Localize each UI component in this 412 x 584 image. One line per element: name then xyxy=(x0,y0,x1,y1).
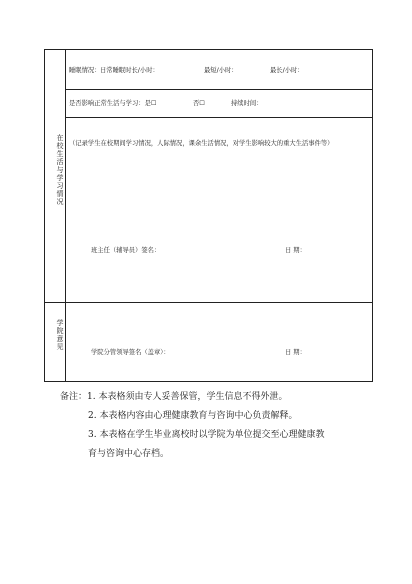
note-text-1: 1. 本表格须由专人妥善保管，学生信息不得外泄。 xyxy=(87,392,288,402)
section-label-study-life: 在校生活与学习情况 xyxy=(56,134,64,206)
student-status-form-table xyxy=(44,49,373,382)
longest-sleep-label: 最长/小时： xyxy=(270,67,304,74)
college-signature-label: 学院分管领导签名（盖章）： xyxy=(91,349,170,356)
affect-no-option[interactable]: 否☐ xyxy=(193,100,205,107)
note-item-2: 2. 本表格内容由心理健康教育与咨询中心负责解释。 xyxy=(88,411,298,421)
college-date-label: 日 期： xyxy=(285,349,306,356)
note-item-3-cont: 育与咨询中心存档。 xyxy=(88,449,170,459)
row-divider xyxy=(65,89,372,90)
notes-prefix: 备注： xyxy=(60,392,88,402)
note-item-3: 3. 本表格在学生毕业离校时以学院为单位提交至心理健康教 xyxy=(88,430,325,440)
duration-label: 持续时间： xyxy=(231,100,263,107)
counselor-date-label: 日 期： xyxy=(285,247,306,254)
affect-question: 是否影响正常生活与学习：是☐ xyxy=(69,100,157,107)
notes-section xyxy=(60,388,370,464)
row-divider xyxy=(65,117,372,118)
note-item-1 xyxy=(60,388,370,407)
shortest-sleep-label: 最短/小时： xyxy=(204,67,238,74)
record-note: （记录学生在校期间学习情况，人际情况，课余生活情况，对学生影响较大的重大生活事件等） xyxy=(69,140,334,147)
section-divider xyxy=(45,302,372,303)
sleep-prefix: 睡眠情况： xyxy=(69,67,101,74)
daily-sleep-label: 日常睡眠时长/小时： xyxy=(100,67,159,74)
section-label-college: 学院意见 xyxy=(56,319,64,351)
column-divider xyxy=(65,50,66,381)
counselor-signature-label: 班主任（辅导员）签名： xyxy=(91,247,161,254)
